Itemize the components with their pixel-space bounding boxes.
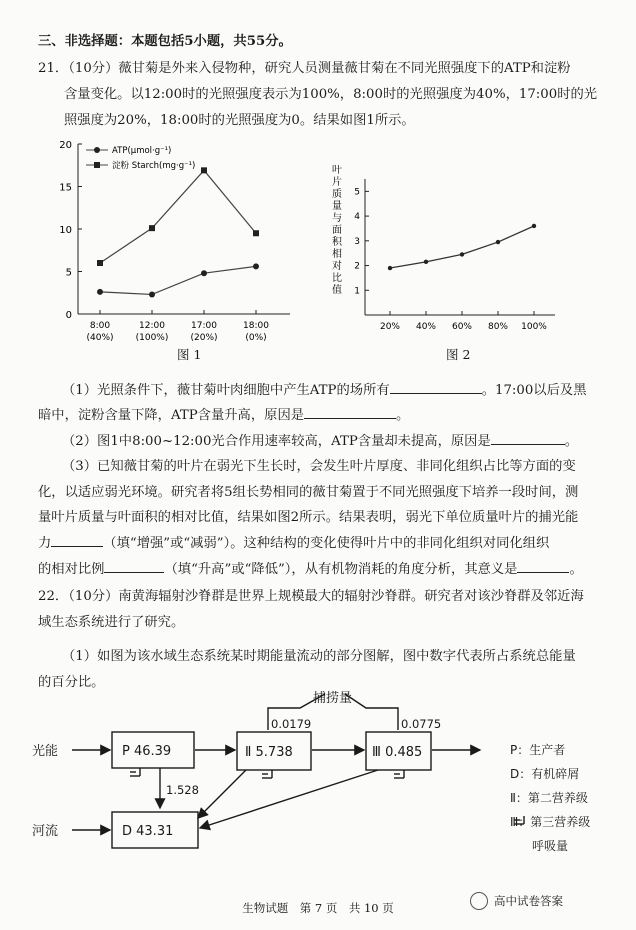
fig2-y-tick-label: 1 [354, 286, 360, 297]
fig2-y-label-char: 量 [332, 201, 342, 212]
q21-sub3-l4-a: 力 [38, 536, 52, 551]
q21-sub1-post: 。17:00以后及黑 [481, 383, 587, 398]
answer-blank-6[interactable] [517, 560, 569, 573]
fig1-y-tick-label: 20 [59, 140, 72, 151]
producer-value: P 46.39 [122, 744, 172, 759]
q21-sub3-line2: 化，以适应弱光环境。研究者将5组长势相同的薇甘菊置于不同光照强度下培养一段时间，测 [38, 485, 579, 500]
answer-blank-4[interactable] [51, 534, 103, 547]
fig2-y-label-char: 值 [332, 285, 342, 296]
page-footer: 生物试题 第 7 页 共 10 页 [242, 901, 394, 915]
fig1-point-circle [201, 270, 207, 276]
fig1-legend-marker [94, 162, 100, 168]
fig2-y-tick-label: 5 [354, 187, 360, 198]
q21-line-3: 照强度为20%，18:00时的光照强度为0。结果如图1所示。 [64, 113, 415, 128]
q21-sub1-line2 [38, 406, 409, 425]
fig1-y-tick-label: 5 [65, 267, 72, 279]
legend-d: D：有机碎屑 [510, 767, 580, 781]
fig2-y-label-char: 与 [332, 213, 342, 224]
second-level-value: Ⅱ 5.738 [245, 745, 293, 760]
q21-sub2 [62, 432, 578, 451]
arrow-ii-to-d [198, 770, 246, 818]
catch-label: 捕捞量 [313, 691, 353, 706]
fig1-point-square [149, 225, 155, 231]
watermark-text: 高中试卷答案 [494, 896, 563, 908]
fig2-y-label-char: 质 [332, 189, 342, 200]
fig1-legend-label: 淀粉 Starch(mg·g⁻¹) [112, 161, 196, 171]
fig1-point-circle [149, 291, 155, 297]
fig1-x-tick-label-sub: (100%) [135, 333, 169, 343]
fig2-x-tick-label: 20% [379, 322, 401, 332]
fig2-x-tick-label: 100% [521, 322, 547, 332]
q22-line-3: （1）如图为该水域生态系统某时期能量流动的部分图解，图中数字代表所占系统总能量 [62, 649, 576, 664]
fig2-point [460, 252, 464, 256]
p-to-d-value: 1.528 [166, 783, 199, 797]
fig2-point [496, 240, 500, 244]
detritus-value: D 43.31 [122, 824, 174, 839]
fig1-point-circle [97, 289, 103, 295]
q21-sub3-line5 [38, 560, 583, 579]
fig1-x-tick-label: 17:00 [191, 321, 217, 331]
fig2-y-label-char: 对 [332, 261, 342, 272]
fig1-legend-marker [94, 147, 100, 153]
fig1-series-line [100, 170, 256, 263]
fig2-x-tick-label: 40% [415, 322, 437, 332]
q22-line-1: 22．（10分）南黄海辐射沙脊群是世界上规模最大的辐射沙脊群。研究者对该沙脊群及邻近海 [38, 589, 584, 604]
figure1-plot [59, 140, 290, 343]
legend-ii: Ⅱ：第二营养级 [510, 791, 588, 805]
fig2-y-label-char: 叶 [332, 165, 342, 176]
q21-sub1-l2-pre: 暗中，淀粉含量下降，ATP含量升高，原因是 [38, 408, 305, 423]
fig1-x-tick-label-sub: (20%) [190, 333, 218, 343]
fig1-x-tick-label-sub: (0%) [245, 333, 267, 343]
catch-value-ii: 0.0179 [271, 717, 312, 731]
figure2-plot [332, 165, 555, 332]
fig1-series-line [100, 266, 256, 294]
fig2-series-line [390, 226, 534, 268]
fig1-point-square [201, 167, 207, 173]
answer-blank-2[interactable] [304, 406, 396, 419]
fig2-y-tick-label: 4 [354, 212, 360, 223]
answer-blank-3[interactable] [491, 432, 565, 445]
fig1-x-tick-label: 8:00 [89, 321, 111, 331]
legend-respiration: 呼吸量 [532, 839, 569, 853]
answer-blank-1[interactable] [390, 381, 482, 394]
fig2-y-label-char: 相 [332, 249, 342, 260]
respiration-symbol-p [130, 768, 140, 776]
figure2-caption: 图 2 [446, 347, 471, 362]
energy-flow-diagram [0, 690, 636, 860]
q21-line-1: 21．（10分）薇甘菊是外来入侵物种，研究人员测量薇甘菊在不同光照强度下的ATP和淀粉 [38, 61, 571, 76]
legend-p: P：生产者 [510, 743, 566, 757]
legend-iii: Ⅲ：第三营养级 [510, 815, 591, 829]
fig1-y-tick-label: 10 [59, 225, 72, 236]
section-title: 三、非选择题：本题包括5小题，共55分。 [38, 34, 292, 49]
fig2-point [532, 224, 536, 228]
fig2-y-tick-label: 2 [354, 261, 360, 272]
fig2-y-tick-label: 3 [354, 236, 360, 247]
watermark [470, 892, 563, 910]
q21-sub3-l5-c: 。 [569, 562, 583, 577]
fig1-x-tick-label: 18:00 [243, 321, 269, 331]
third-level-value: Ⅲ 0.485 [372, 745, 423, 760]
river-label: 河流 [32, 824, 59, 839]
fig2-point [424, 260, 428, 264]
fig2-y-label-char: 面 [332, 225, 342, 236]
fig2-y-label-char: 积 [332, 237, 342, 248]
catch-line-right [345, 694, 398, 730]
figure1-caption: 图 1 [177, 347, 202, 362]
q21-sub3-line4 [38, 534, 549, 553]
q21-sub1-pre: （1）光照条件下，薇甘菊叶肉细胞中产生ATP的场所有 [62, 383, 390, 398]
respiration-symbol-iii [394, 770, 404, 778]
fig1-point-square [97, 260, 103, 266]
figure2-chart [325, 165, 565, 365]
q22-line-2: 域生态系统进行了研究。 [38, 615, 185, 630]
fig1-legend-label: ATP(μmol·g⁻¹) [112, 146, 172, 156]
answer-blank-5[interactable] [104, 560, 164, 573]
q21-sub2-pre: （2）图1中8:00~12:00光合作用速率较高，ATP含量却未提高，原因是 [62, 434, 491, 449]
arrow-iii-to-d [200, 770, 378, 828]
q21-sub3-l4-b: （填“增强”或“减弱”）。这种结构的变化使得叶片中的非同化组织对同化组织 [103, 536, 550, 551]
fig1-x-tick-label: 12:00 [139, 321, 165, 331]
q21-sub2-post: 。 [564, 434, 579, 449]
q21-sub3-l5-a: 的相对比例 [38, 562, 105, 577]
q21-sub3-l5-b: （填“升高”或“降低”），从有机物消耗的角度分析，其意义是 [164, 562, 518, 577]
fig1-y-tick-label: 0 [65, 310, 72, 321]
respiration-symbol-ii [262, 770, 272, 778]
q21-sub3-line3: 量叶片质量与叶面积的相对比值，结果如图2所示。结果表明，弱光下单位质量叶片的捕光能 [38, 510, 579, 525]
q21-sub1-l2-post: 。 [396, 408, 410, 423]
fig1-x-tick-label-sub: (40%) [86, 333, 114, 343]
fig1-y-tick-label: 15 [59, 182, 72, 194]
figure1-chart [40, 130, 300, 365]
light-label: 光能 [32, 744, 59, 759]
q21-line-2: 含量变化。以12:00时的光照强度表示为100%，8:00时的光照强度为40%，17:00时的光 [64, 87, 598, 102]
q21-sub1-line1 [62, 381, 587, 400]
fig2-x-tick-label: 60% [451, 322, 473, 332]
fig1-point-square [253, 230, 259, 236]
catch-value-iii: 0.0775 [401, 717, 442, 731]
fig2-y-label-char: 片 [332, 177, 342, 188]
q21-sub3-line1: （3）已知薇甘菊的叶片在弱光下生长时，会发生叶片厚度、非同化组织占比等方面的变 [62, 459, 576, 474]
fig2-point [388, 266, 392, 270]
wechat-icon [470, 892, 488, 910]
q22-line-4: 的百分比。 [38, 675, 105, 690]
fig2-y-label-char: 比 [332, 273, 342, 284]
fig2-x-tick-label: 80% [487, 322, 509, 332]
fig1-point-circle [253, 263, 259, 269]
